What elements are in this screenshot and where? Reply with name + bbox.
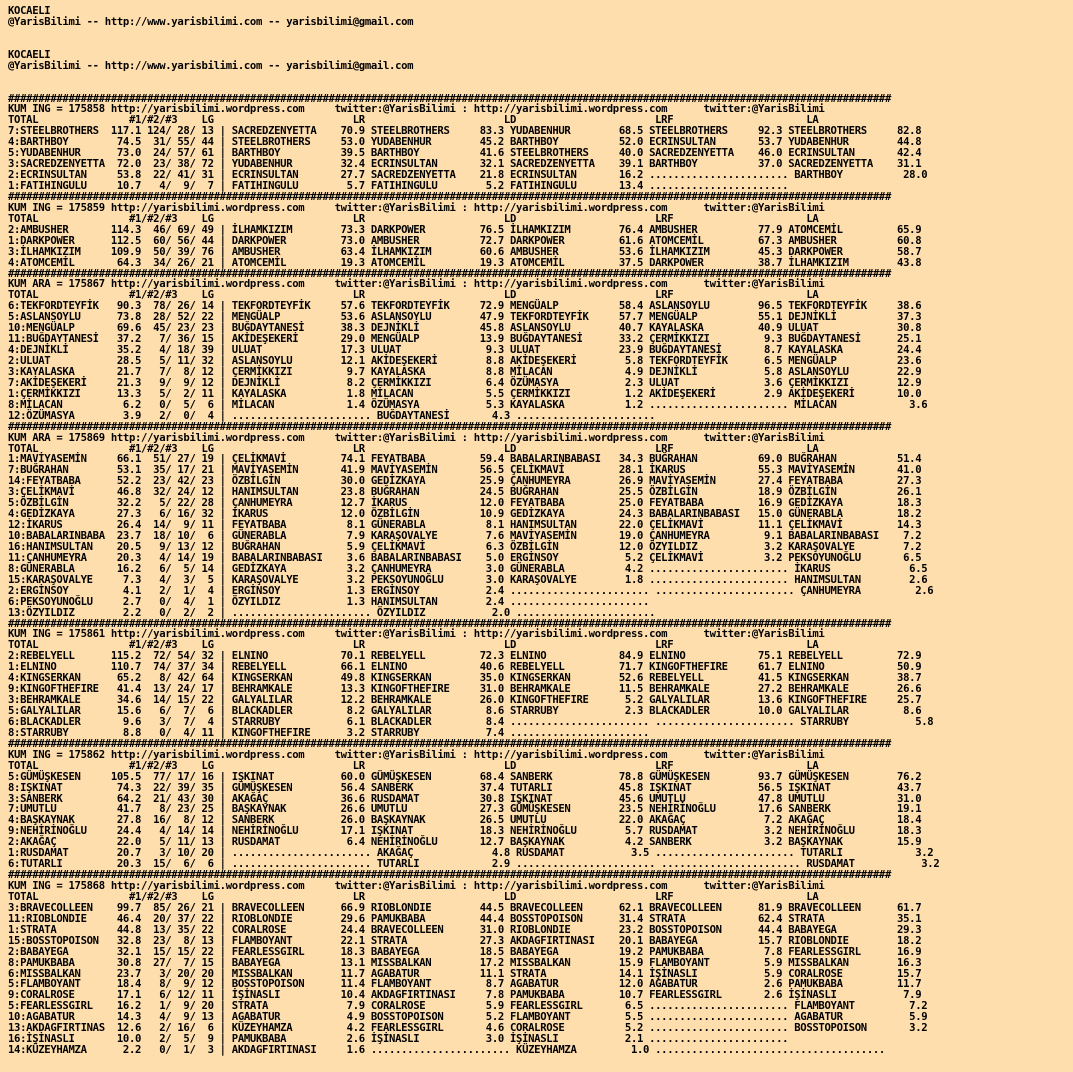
text-line: 13:ÖZYILDIZ 2.2 0/ 2/ 2 | ....................... ÖZYILDIZ 2.0 ....................... [8,606,656,619]
text-line: 1:FATIHINGULU 10.7 4/ 9/ 7 | FATIHINGULU 5.7 FATIHINGULU 5.2 FATIHINGULU 13.4 ....................... [8,180,789,192]
text-line: KUM ING = 175862 http://yarisbilimi.wordpress.com twitter:@YarisBilimi : http://yarisbilimi.wordpress.com twitter:@YarisBilimi [8,748,825,761]
text-line: KUM ARA = 175869 http://yarisbilimi.wordpress.com twitter:@YarisBilimi : http://yarisbilimi.wordpress.com twitter:@YarisBilimi [8,431,825,444]
text-line: 8:STARRUBY 8.8 0/ 4/ 11 | KINGOFTHEFIRE 3.2 STARRUBY 7.4 ....................... [8,726,650,739]
text-line: 7:STEELBROTHERS 117.1 124/ 28/ 13 | SACREDZENYETTA 70.9 STEELBROTHERS 83.3 YUDABENHUR 68.5 STEELBROTHERS 92.3 STEELBROTHERS 82.8 [8,125,922,138]
text-line: 16:İŞİNASLI 10.0 2/ 5/ 9 | PAMUKBABA 2.6 İŞİNASLI 3.0 İŞİNASLI 2.1 ....................... [8,1033,789,1046]
text-line: 12:İKARUS 26.4 14/ 9/ 11 | FEYATBABA 8.1 GÜNERABLA 8.1 HANIMSULTAN 22.0 ÇELİKMAVİ 11.1 ÇELİKMAVİ 14.3 [8,519,922,532]
text-line: 2:ECRINSULTAN 53.8 22/ 41/ 31 | ECRINSULTAN 27.7 SACREDZENYETTA 21.8 ECRINSULTAN 16.2 ....................... BARTHBOY 28.0 [8,169,928,182]
text-line: 5:FEARLESSGIRL 16.2 1/ 9/ 20 | STRATA 7.9 CORALROSE 5.9 FEARLESSGIRL 6.5 ....................... FLAMBOYANT 7.2 [8,1000,928,1013]
text-line: KOCAELI [8,48,51,61]
text-line: 5:YUDABENHUR 73.0 24/ 57/ 61 | BARTHBOY 39.5 BARTHBOY 41.6 STEELBROTHERS 40.0 SACREDZENYETTA 46.0 ECRINSULTAN 42.4 [8,147,922,160]
text-line: 11:ÇANHUMEYRA 20.3 4/ 14/ 19 | BABALARINBABASI 3.6 BABALARINBABASI 5.0 ERGİNSOY 5.2 ÇELİKMAVİ 3.2 PEKSOYUNOĞLU 6.5 [8,551,922,564]
text-line: KOCAELI [8,5,51,17]
text-line: 8:IŞKINAT 74.3 22/ 39/ 35 | GÜMÜŞKESEN 56.4 SANBERK 37.4 TUTARLI 45.8 IŞKINAT 56.5 IŞKINAT 43.7 [8,781,922,794]
text-line: TOTAL #1/#2/#3 LG LR LD LRF LA [8,639,819,652]
text-line: KUM ARA = 175867 http://yarisbilimi.wordpress.com twitter:@YarisBilimi : http://yarisbilimi.wordpress.com twitter:@YarisBilimi [8,278,825,291]
text-line: 1:STRATA 44.8 13/ 35/ 22 | CORALROSE 24.4 BRAVECOLLEEN 31.0 RIOBLONDIE 23.2 BOSSTOPOISON 44.4 BABAYEGA 29.3 [8,923,922,936]
text-line: KUM ING = 175859 http://yarisbilimi.wordpress.com twitter:@YarisBilimi : http://yarisbilimi.wordpress.com twitter:@YarisBilimi [8,201,825,214]
text-line: 5:GÜMÜŞKESEN 105.5 77/ 17/ 16 | IŞKINAT 60.0 GÜMÜŞKESEN 68.4 SANBERK 78.8 GÜMÜŞKESEN 93.7 GÜMÜŞKESEN 76.2 [8,770,922,783]
text-line: 9:KINGOFTHEFIRE 41.4 13/ 24/ 17 | BEHRAMKALE 13.3 KINGOFTHEFIRE 31.0 BEHRAMKALE 11.5 BEHRAMKALE 27.2 BEHRAMKALE 26.6 [8,683,922,696]
text-line: ################################################################################################################################################## [8,267,892,280]
text-line: 11:RIOBLONDIE 46.4 20/ 37/ 22 | RIOBLONDIE 29.6 PAMUKBABA 44.4 BOSSTOPOISON 31.4 STRATA 62.4 STRATA 35.1 [8,912,922,925]
text-line: ################################################################################################################################################## [8,617,892,630]
text-line: 9:NEHİRİNOĞLU 24.4 4/ 14/ 14 | NEHİRİNOĞLU 17.1 IŞKINAT 18.3 NEHİRİNOĞLU 5.7 RUSDAMAT 3.2 NEHİRİNOĞLU 18.3 [8,825,922,838]
text-line: 5:ÖZBİLGİN 32.2 5/ 22/ 28 | ÇANHUMEYRA 12.7 İKARUS 12.0 FEYATBABA 25.0 FEYATBABA 16.9 GEDİZKAYA 18.3 [8,497,922,510]
text-line: @YarisBilimi -- http://www.yarisbilimi.com -- yarisbilimi@gmail.com [8,59,414,72]
text-line [8,72,1073,83]
text-line: 4:DEJNİKLİ 35.2 4/ 18/ 39 | ULUAT 17.3 ULUAT 9.3 ULUAT 23.9 BUĞDAYTANESİ 8.7 KAYALASKA 24.4 [8,344,922,357]
text-line: 4:BARTHBOY 74.5 31/ 55/ 44 | STEELBROTHERS 53.0 YUDABENHUR 45.2 BARTHBOY 52.0 ECRINSULTAN 53.7 YUDABENHUR 44.8 [8,136,922,149]
text-line: 6:TUTARLI 20.3 15/ 6/ 6 | ....................... TUTARLI 2.9 ....................... ....................... RUSDAMAT 3.2 [8,858,940,871]
text-line: 1:DARKPOWER 112.5 60/ 56/ 44 | DARKPOWER 73.0 AMBUSHER 72.7 DARKPOWER 61.6 ATOMCEMİL 67.3 AMBUSHER 60.8 [8,234,922,247]
text-line: 2:BABAYEGA 32.1 15/ 15/ 22 | FEARLESSGIRL 18.3 BABAYEGA 18.5 BABAYEGA 19.2 PAMUKBABA 7.8 FEARLESSGIRL 16.9 [8,945,922,958]
text-line: ################################################################################################################################################## [8,92,892,105]
text-line: ################################################################################################################################################## [8,869,892,882]
text-line: 1:ELNINO 110.7 74/ 37/ 34 | REBELYELL 66.1 ELNINO 40.6 REBELYELL 71.7 KINGOFTHEFIRE 61.7 ELNINO 50.9 [8,661,922,674]
text-line: 2:AKAĞAÇ 22.0 5/ 11/ 13 | RUSDAMAT 6.4 NEHİRİNOĞLU 12.7 BAŞKAYNAK 4.2 SANBERK 3.2 BAŞKAYNAK 15.9 [8,836,922,849]
text-line: 4:GEDİZKAYA 27.3 6/ 16/ 32 | İKARUS 12.0 ÖZBİLGİN 10.9 GEDİZKAYA 24.3 BABALARINBABASI 15.0 GÜNERABLA 18.2 [8,508,922,521]
text-line: 3:BRAVECOLLEEN 99.7 85/ 26/ 21 | BRAVECOLLEEN 66.9 RIOBLONDIE 44.5 BRAVECOLLEEN 62.1 BRAVECOLLEEN 81.9 BRAVECOLLEEN 61.7 [8,901,922,914]
text-line: KUM ING = 175861 http://yarisbilimi.wordpress.com twitter:@YarisBilimi : http://yarisbilimi.wordpress.com twitter:@YarisBilimi [8,628,825,641]
text-line: 1:MAVİYASEMİN 66.1 51/ 27/ 19 | ÇELİKMAVİ 74.1 FEYATBABA 59.4 BABALARINBABASI 34.3 BUĞRAHAN 69.0 BUĞRAHAN 51.4 [8,453,922,466]
text-line: 14:FEYATBABA 52.2 23/ 42/ 23 | ÖZBİLGİN 30.0 GEDİZKAYA 25.9 ÇANHUMEYRA 26.9 MAVİYASEMİN 27.4 FEYATBABA 27.3 [8,475,922,488]
text-line: TOTAL #1/#2/#3 LG LR LD LRF LA [8,759,819,772]
text-line: 10:AGABATUR 14.3 4/ 9/ 13 | AGABATUR 4.9 BOSSTOPOISON 5.2 FLAMBOYANT 5.5 ....................... AGABATUR 5.9 [8,1011,928,1024]
text-line [8,39,1073,50]
text-line: 1:RUSDAMAT 20.7 3/ 10/ 20 | ....................... AKAĞAÇ 4.8 RUSDAMAT 3.5 ....................... TUTARLI 3.2 [8,847,934,860]
text-line: TOTAL #1/#2/#3 LG LR LD LRF LA [8,114,819,127]
text-line: 3:SACREDZENYETTA 72.0 23/ 38/ 72 | YUDABENHUR 32.4 ECRINSULTAN 32.1 SACREDZENYETTA 39.1 BARTHBOY 37.0 SACREDZENYETTA 31.1 [8,158,922,171]
text-line: 8:GÜNERABLA 16.2 6/ 5/ 14 | GEDİZKAYA 3.2 ÇANHUMEYRA 3.0 GÜNERABLA 4.2 ....................... İKARUS 6.5 [8,562,928,575]
text-line: KUM ING = 175858 http://yarisbilimi.wordpress.com twitter:@YarisBilimi : http://yarisbilimi.wordpress.com twitter:@YarisBilimi [8,103,825,116]
text-line: 5:GALYALILAR 15.6 6/ 7/ 6 | BLACKADLER 8.2 GALYALILAR 8.6 STARRUBY 2.3 BLACKADLER 10.0 GALYALILAR 8.6 [8,705,922,717]
text-line: TOTAL #1/#2/#3 LG LR LD LRF LA [8,442,819,455]
text-line: 6:MISSBALKAN 23.7 3/ 20/ 20 | MISSBALKAN 11.7 AGABATUR 11.1 STRATA 14.1 İŞİNASLI 5.9 CORALROSE 15.7 [8,967,922,980]
text-line: 15:BOSSTOPOISON 32.8 23/ 8/ 13 | FLAMBOYANT 22.1 STRATA 27.3 AKDAGFIRTINASI 20.1 BABAYEGA 15.7 RIOBLONDIE 18.2 [8,934,922,947]
text-line: ################################################################################################################################################## [8,420,892,433]
text-line: 2:ERGİNSOY 4.1 2/ 1/ 4 | ERGİNSOY 1.3 ERGİNSOY 2.4 ....................... ....................... ÇANHUMEYRA 2.6 [8,584,934,597]
text-line: 6:PEKSOYUNOĞLU 2.7 0/ 4/ 1 | ÖZYILDIZ 1.3 HANIMSULTAN 2.4 ....................... [8,595,650,608]
text-line: 7:AKİDEŞEKERİ 21.3 9/ 9/ 12 | DEJNİKLİ 8.2 ÇERMİKKIZI 6.4 ÖZÜMASYA 2.3 ULUAT 3.6 ÇERMİKKIZI 12.9 [8,376,922,389]
text-line [8,83,1073,94]
text-line: 4:KINGSERKAN 65.2 8/ 42/ 64 | KINGSERKAN 49.8 KINGSERKAN 35.0 KINGSERKAN 52.6 REBELYELL 41.5 KINGSERKAN 38.7 [8,672,922,685]
text-line: 6:TEKFORDTEYFİK 90.3 78/ 26/ 14 | TEKFORDTEYFİK 57.6 TEKFORDTEYFİK 72.9 MENGÜALP 58.4 ASLANSOYLU 96.5 TEKFORDTEYFİK 38.6 [8,300,922,313]
text-line: 8:PAMUKBABA 30.8 27/ 7/ 15 | BABAYEGA 13.1 MISSBALKAN 17.2 MISSBALKAN 15.9 FLAMBOYANT 5.9 MISSBALKAN 16.3 [8,956,922,969]
text-line: 7:BUĞRAHAN 53.1 35/ 17/ 21 | MAVİYASEMİN 41.9 MAVİYASEMİN 56.5 ÇELİKMAVİ 28.1 İKARUS 55.3 MAVİYASEMİN 41.0 [8,464,922,477]
text-line: 2:REBELYELL 115.2 72/ 54/ 32 | ELNINO 70.1 REBELYELL 72.3 ELNINO 84.9 ELNINO 75.1 REBELYELL 72.9 [8,650,922,663]
text-line: 10:MENGÜALP 69.6 45/ 23/ 23 | BUĞDAYTANESİ 38.3 DEJNİKLİ 45.8 ASLANSOYLU 40.7 KAYALASKA 40.9 ULUAT 30.8 [8,322,922,335]
text-line: TOTAL #1/#2/#3 LG LR LD LRF LA [8,212,819,225]
text-line: 5:ASLANSOYLU 73.8 28/ 52/ 22 | MENGÜALP 53.6 ASLANSOYLU 47.9 TEKFORDTEYFİK 57.7 MENGÜALP 55.1 DEJNİKLİ 37.3 [8,311,922,324]
text-line: 4:ATOMCEMİL 64.3 34/ 26/ 21 | ATOMCEMİL 19.3 ATOMCEMİL 19.3 ATOMCEMİL 37.5 DARKPOWER 38.7 İLHAMKIZIM 43.8 [8,256,922,269]
text-line [8,28,1073,39]
text-line: 3:ÇELİKMAVİ 46.8 32/ 24/ 12 | HANIMSULTAN 23.8 BUĞRAHAN 24.5 BUĞRAHAN 25.5 ÖZBİLGİN 18.9 ÖZBİLGİN 26.1 [8,486,922,499]
text-line: ################################################################################################################################################## [8,190,892,203]
text-line: @YarisBilimi -- http://www.yarisbilimi.com -- yarisbilimi@gmail.com [8,15,414,28]
text-line: KUM ING = 175868 http://yarisbilimi.wordpress.com twitter:@YarisBilimi : http://yarisbilimi.wordpress.com twitter:@YarisBilimi [8,880,825,892]
text-line: 3:BEHRAMKALE 34.6 14/ 15/ 22 | GALYALILAR 12.2 BEHRAMKALE 26.0 KINGOFTHEFIRE 5.2 GALYALILAR 13.6 KINGOFTHEFIRE 25.7 [8,694,922,707]
text-line: 10:BABALARINBABA 23.7 18/ 10/ 6 | GÜNERABLA 7.9 KARAŞOVALYE 7.6 MAVİYASEMİN 19.0 ÇANHUMEYRA 9.1 BABALARINBABASI 7.2 [8,530,922,542]
text-line: 8:MİLACAN 6.2 0/ 5/ 6 | MİLACAN 1.4 ÖZÜMASYA 5.3 KAYALASKA 1.2 ....................... MİLACAN 3.6 [8,398,928,411]
text-line: 3:İLHAMKIZIM 109.9 50/ 39/ 76 | AMBUSHER 63.4 İLHAMKIZIM 60.6 AMBUSHER 53.6 İLHAMKIZIM 45.3 DARKPOWER 58.7 [8,245,922,258]
text-line: 2:AMBUSHER 114.3 46/ 69/ 49 | İLHAMKIZIM 73.3 DARKPOWER 76.5 İLHAMKIZIM 76.4 AMBUSHER 77.9 ATOMCEMİL 65.9 [8,223,922,236]
text-line: 3:SANBERK 64.2 21/ 43/ 30 | AKAĞAÇ 36.6 RUSDAMAT 30.8 IŞKINAT 45.6 UMUTLU 47.8 UMUTLU 31.0 [8,792,922,805]
text-line: 9:CORALROSE 17.1 6/ 12/ 11 | İŞİNASLI 10.4 AKDAGFIRTINASI 7.8 PAMUKBABA 10.7 FEARLESSGIRL 2.6 İŞİNASLI 7.9 [8,989,922,1002]
text-line: 12:ÖZÜMASYA 3.9 2/ 0/ 4 | ....................... BUĞDAYTANESİ 4.3 ....................... [8,409,656,422]
text-line: 15:KARAŞOVALYE 7.3 4/ 3/ 5 | KARAŞOVALYE 3.2 PEKSOYUNOĞLU 3.0 KARAŞOVALYE 1.8 ....................... HANIMSULTAN 2.6 [8,573,928,586]
text-line: 6:BLACKADLER 9.6 3/ 7/ 4 | STARRUBY 6.1 BLACKADLER 8.4 ....................... ....................... STARRUBY 5.8 [8,715,934,728]
text-line: ################################################################################################################################################## [8,737,892,750]
text-line: 3:KAYALASKA 21.7 7/ 8/ 12 | ÇERMİKKIZI 9.7 KAYALASKA 8.8 MİLACAN 4.9 DEJNİKLİ 5.8 ASLANSOYLU 22.9 [8,365,922,378]
text-line: 16:HANIMSULTAN 20.5 9/ 13/ 12 | BUĞRAHAN 5.9 ÇELİKMAVİ 6.3 ÖZBİLGİN 12.0 ÖZYILDIZ 3.2 KARAŞOVALYE 7.2 [8,540,922,553]
text-line: 2:ULUAT 28.5 5/ 11/ 32 | ASLANSOYLU 12.1 AKİDEŞEKERİ 8.8 AKİDEŞEKERİ 5.8 TEKFORDTEYFİK 6.5 MENGÜALP 23.6 [8,355,922,367]
text-line: 11:BUĞDAYTANESİ 37.2 7/ 36/ 15 | AKİDEŞEKERİ 29.0 MENGÜALP 13.9 BUĞDAYTANESİ 33.2 ÇERMİKKIZI 9.3 BUĞDAYTANESİ 25.1 [8,333,922,346]
text-line: 14:KÜZEYHAMZA 2.2 0/ 1/ 3 | AKDAGFIRTINASI 1.6 ....................... KÜZEYHAMZA 1.0 ...................................... [8,1044,885,1057]
text-line: 13:AKDAGFIRTINAS 12.6 2/ 16/ 6 | KÜZEYHAMZA 4.2 FEARLESSGIRL 4.6 CORALROSE 5.2 ....................... BOSSTOPOISON 3.2 [8,1022,928,1035]
text-line: 1:ÇERMİKKIZI 13.3 5/ 2/ 11 | KAYALASKA 1.8 MİLACAN 5.5 ÇERMİKKIZI 1.2 AKİDEŞEKERİ 2.9 AKİDEŞEKERİ 10.0 [8,387,922,400]
text-line: 4:BAŞKAYNAK 27.8 16/ 8/ 12 | SANBERK 26.0 BAŞKAYNAK 26.5 UMUTLU 22.0 AKAĞAÇ 7.2 AKAĞAÇ 18.4 [8,814,922,827]
text-line: TOTAL #1/#2/#3 LG LR LD LRF LA [8,289,819,302]
text-line: 5:FLAMBOYANT 18.4 8/ 9/ 12 | BOSSTOPOISON 11.4 FLAMBOYANT 8.7 AGABATUR 12.0 AGABATUR 2.6 PAMUKBABA 11.7 [8,978,922,991]
text-line: 7:UMUTLU 41.7 8/ 23/ 25 | BAŞKAYNAK 26.6 UMUTLU 27.3 GÜMÜŞKESEN 23.5 NEHİRİNOĞLU 17.6 SANBERK 19.1 [8,803,922,816]
text-line: TOTAL #1/#2/#3 LG LR LD LRF LA [8,890,819,903]
